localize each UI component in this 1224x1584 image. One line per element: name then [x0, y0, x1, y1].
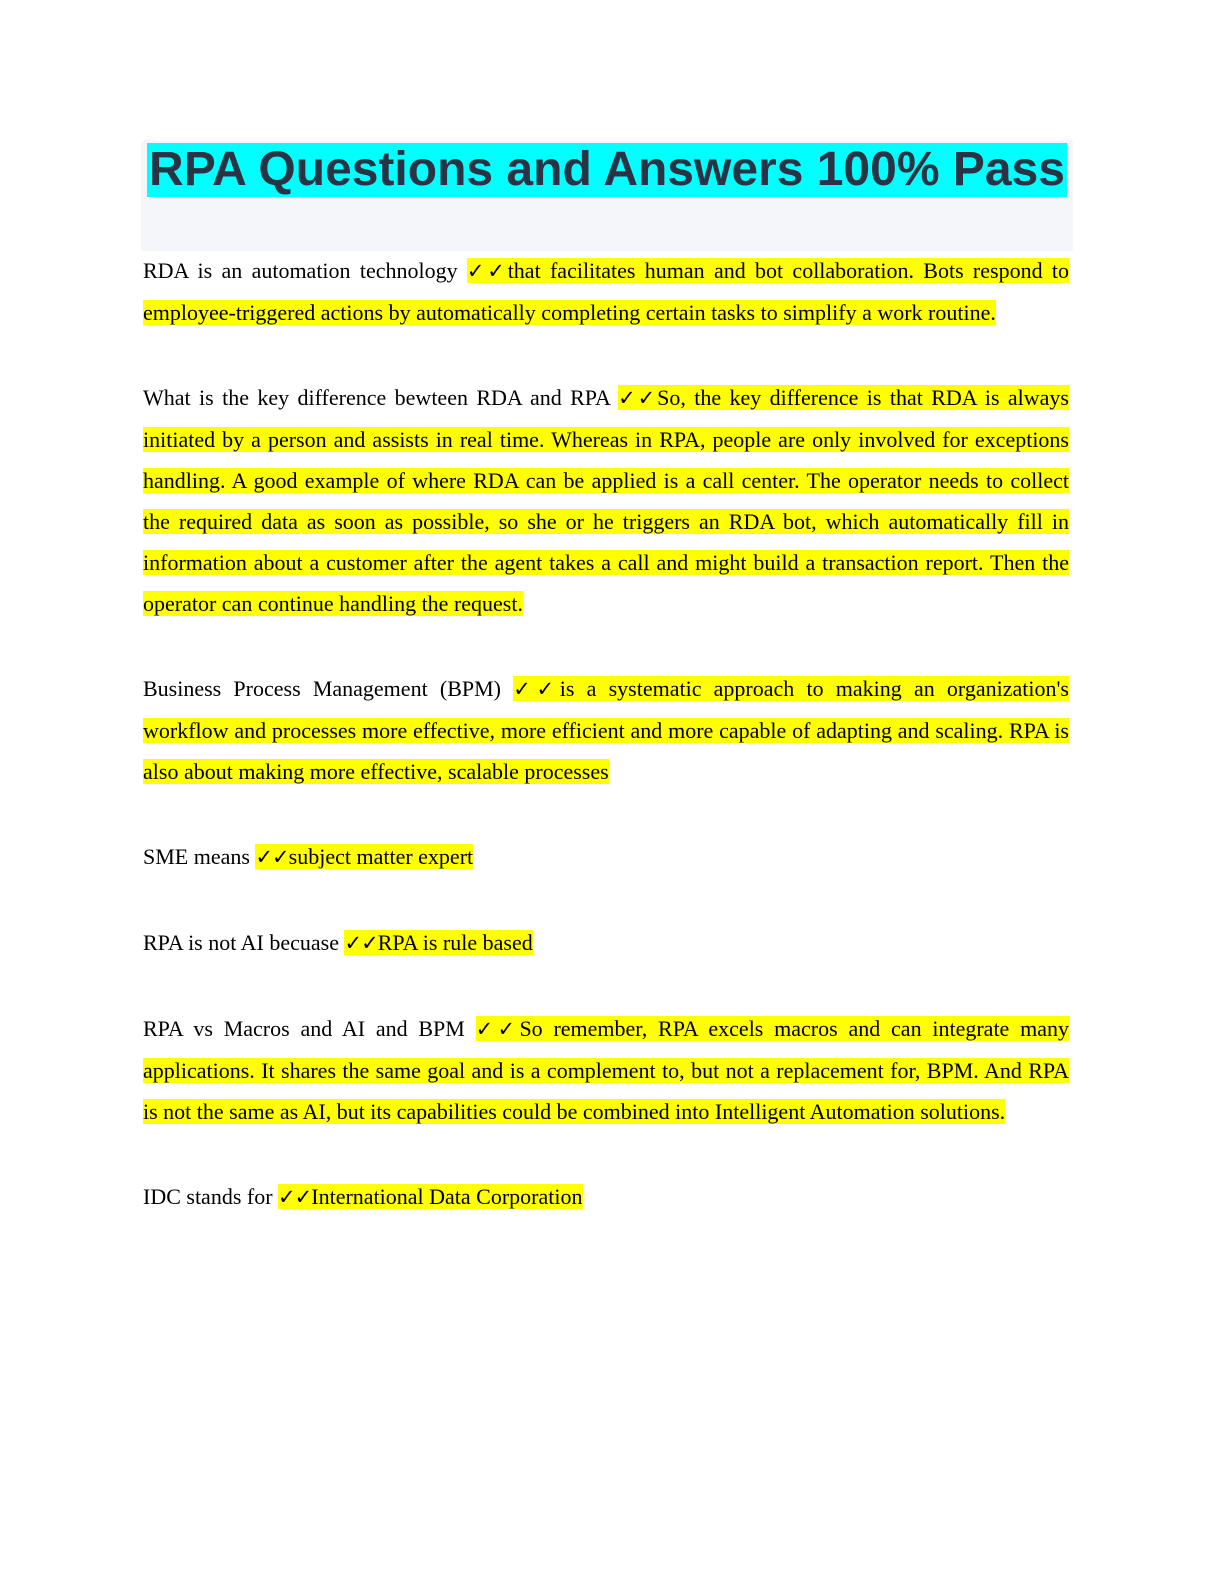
answer-text: So, the key difference is that RDA is always initiated by a person and assists in real time. Whereas in RPA, people are only involved for exceptions handling. A good example of where RDA can be applied is a call center. The operator needs to collect the required data as soon as possible, so she or he triggers an RDA bot, which automatically fill in information about a customer after the agent takes a call and might build a transaction report. Then the operator can continue handling the request. [143, 385, 1069, 616]
answer-highlight [278, 1184, 582, 1209]
document-title: RPA Questions and Answers 100% Pass [149, 143, 1065, 196]
double-check-icon: ✓✓ [278, 1185, 312, 1209]
question-text: Business Process Management (BPM) [143, 676, 501, 701]
question-text: RDA is an automation technology [143, 258, 458, 283]
answer-highlight [344, 930, 532, 955]
double-check-icon: ✓✓ [475, 1017, 520, 1041]
double-check-icon: ✓✓ [466, 259, 508, 283]
answer-text: subject matter expert [288, 844, 474, 869]
question-text: What is the key difference bewteen RDA and RPA [143, 385, 610, 410]
qa-item-rpa-vs-macros [143, 1008, 1069, 1132]
title-container [141, 143, 1073, 197]
double-check-icon: ✓✓ [344, 931, 378, 955]
answer-highlight [255, 844, 473, 869]
qa-list [143, 250, 1069, 1218]
answer-text: RPA is rule based [377, 930, 533, 955]
qa-item-bpm [143, 668, 1069, 792]
double-check-icon: ✓✓ [618, 386, 658, 410]
answer-text: that facilitates human and bot collaboration. Bots respond to employee-triggered actions by automatically completing certain tasks to simplify a work routine. [143, 258, 1069, 325]
qa-item-rda [143, 250, 1069, 333]
answer-highlight [143, 385, 1069, 616]
double-check-icon: ✓✓ [513, 677, 560, 701]
answer-text: So remember, RPA excels macros and can integrate many applications. It shares the same goal and is a complement to, but not a replacement for, BPM. And RPA is not the same as AI, but its capabilities could be combined into Intelligent Automation solutions. [143, 1016, 1069, 1124]
question-text: RPA vs Macros and AI and BPM [143, 1016, 465, 1041]
qa-item-sme [143, 836, 1069, 878]
question-text: RPA is not AI becuase [143, 930, 339, 955]
qa-item-rpa-not-ai [143, 922, 1069, 964]
question-text: SME means [143, 844, 250, 869]
qa-item-rda-vs-rpa [143, 377, 1069, 624]
question-text: IDC stands for [143, 1184, 273, 1209]
double-check-icon: ✓✓ [255, 845, 289, 869]
qa-item-idc [143, 1176, 1069, 1218]
answer-text: is a systematic approach to making an organization's workflow and processes more effective, more efficient and more capable of adapting and scaling. RPA is also about making more effective, scalable processes [143, 676, 1069, 784]
answer-text: International Data Corporation [311, 1184, 583, 1209]
